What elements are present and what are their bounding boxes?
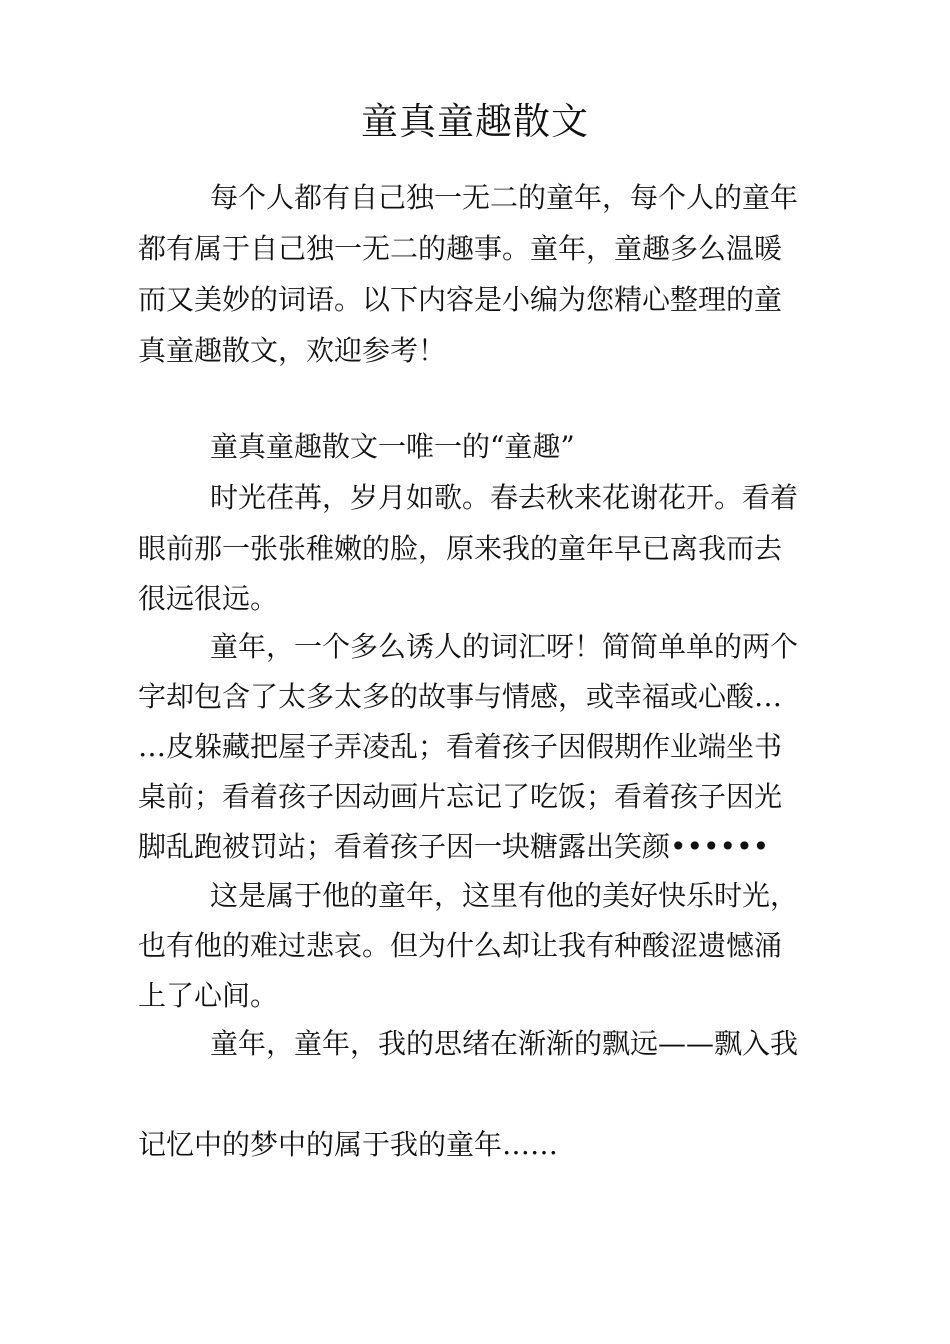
- paragraph-4-line-2: 也有他的难过悲哀。但为什么却让我有种酸涩遗憾涌: [138, 929, 783, 962]
- paragraph-4-line-3: 上了心间。: [138, 979, 279, 1012]
- paragraph-1-line-1: 每个人都有自己独一无二的童年，每个人的童年: [210, 181, 799, 214]
- paragraph-1-line-4: 真童趣散文，欢迎参考！: [138, 334, 447, 367]
- paragraph-3-line-2: 字却包含了太多太多的故事与情感，或幸福或心酸…: [138, 680, 783, 713]
- paragraph-2-line-1: 时光荏苒，岁月如歌。春去秋来花谢花开。看着: [210, 481, 799, 514]
- paragraph-1-line-3: 而又美妙的词语。以下内容是小编为您精心整理的童: [138, 283, 783, 316]
- paragraph-1-line-2: 都有属于自己独一无二的趣事。童年，童趣多么温暖: [138, 232, 783, 265]
- paragraph-5-line-1: 童年，童年，我的思绪在渐渐的飘远——飘入我: [210, 1027, 799, 1060]
- document-title: 童真童趣散文: [361, 100, 589, 143]
- paragraph-4-line-1: 这是属于他的童年，这里有他的美好快乐时光，: [210, 879, 799, 912]
- paragraph-3-line-3: …皮躲藏把屋子弄凌乱；看着孩子因假期作业端坐书: [138, 730, 783, 763]
- paragraph-5-line-2: 记忆中的梦中的属于我的童年……: [138, 1128, 559, 1161]
- paragraph-3-line-4: 桌前；看着孩子因动画片忘记了吃饭；看着孩子因光: [138, 780, 783, 813]
- paragraph-2-line-3: 很远很远。: [138, 582, 279, 615]
- paragraph-2-line-2: 眼前那一张张稚嫩的脸，原来我的童年早已离我而去: [138, 532, 783, 565]
- paragraph-3-line-1: 童年，一个多么诱人的词汇呀！简简单单的两个: [210, 630, 799, 663]
- paragraph-3-line-5: 脚乱跑被罚站；看着孩子因一块糖露出笑颜••••••: [138, 830, 770, 863]
- section-heading: 童真童趣散文一唯一的“童趣”: [210, 430, 575, 463]
